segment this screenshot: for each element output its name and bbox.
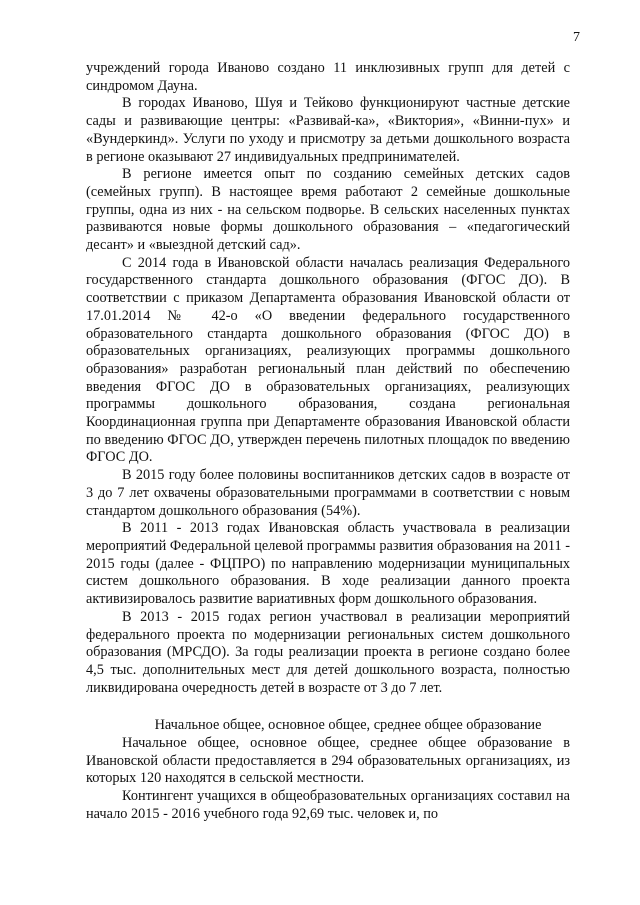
paragraph: С 2014 года в Ивановской области началась реализация Федерального государственного стандарта дошкольного образования (ФГОС ДО). В соответствии с приказом Департамента образования Ивановской области от 17.01.2014 № 42-о «О введении федерального государственного образовательного стандарта дошкольного образования (ФГОС ДО) в образовательных организациях, реализующих программы дошкольного образования» разработан региональный план действий по обеспечению введения ФГОС ДО в образовательных организациях, реализующих программы дошкольного образования, создана региональная Координационная группа при Департаменте образования Ивановской области по введению ФГОС ДО, утвержден перечень пилотных площадок по введению ФГОС ДО. [86, 254, 570, 466]
paragraph: Начальное общее, основное общее, среднее общее образование в Ивановской области предоставляется в 294 образовательных организациях, из которых 120 находятся в сельской местности. [86, 735, 570, 787]
paragraph: В 2015 году более половины воспитанников детских садов в возрасте от 3 до 7 лет охвачены образовательными программами в соответствии с новым стандартом дошкольного образования (54%). [86, 467, 570, 519]
page-number: 7 [573, 30, 580, 45]
section-heading: Начальное общее, основное общее, среднее общее образование [154, 717, 542, 734]
document-body [86, 60, 570, 824]
paragraph: Контингент учащихся в общеобразовательных организациях составил на начало 2015 - 2016 учебного года 92,69 тыс. человек и, по [86, 788, 570, 822]
paragraph: В регионе имеется опыт по созданию семейных детских садов (семейных групп). В настоящее время работают 2 семейные дошкольные группы, одна из них - на сельском подворье. В сельских населенных пунктах развиваются новые формы дошкольного образования – «педагогический десант» и «выездной детский сад». [86, 166, 570, 254]
paragraph: В 2011 - 2013 годах Ивановская область участвовала в реализации мероприятий Федеральной целевой программы развития образования на 2011 - 2015 годы (далее - ФЦПРО) по направлению модернизации муниципальных систем дошкольного образования. В ходе реализации данного проекта активизировалось развитие вариативных форм дошкольного образования. [86, 520, 570, 608]
paragraph: В городах Иваново, Шуя и Тейково функционируют частные детские сады и развивающие центры: «Развивай-ка», «Виктория», «Винни-пух» и «Вундеркинд». Услуги по уходу и присмотру за детьми дошкольного возраста в регионе оказывают 27 индивидуальных предпринимателей. [86, 95, 570, 165]
paragraph: учреждений города Иваново создано 11 инклюзивных групп для детей с синдромом Дауна. [86, 60, 570, 94]
paragraph: В 2013 - 2015 годах регион участвовал в реализации мероприятий федерального проекта по модернизации региональных систем дошкольного образования (МРСДО). За годы реализации проекта в регионе создано более 4,5 тыс. дополнительных мест для детей дошкольного возраста, полностью ликвидирована очередность детей в возрасте от 3 до 7 лет. [86, 608, 570, 696]
